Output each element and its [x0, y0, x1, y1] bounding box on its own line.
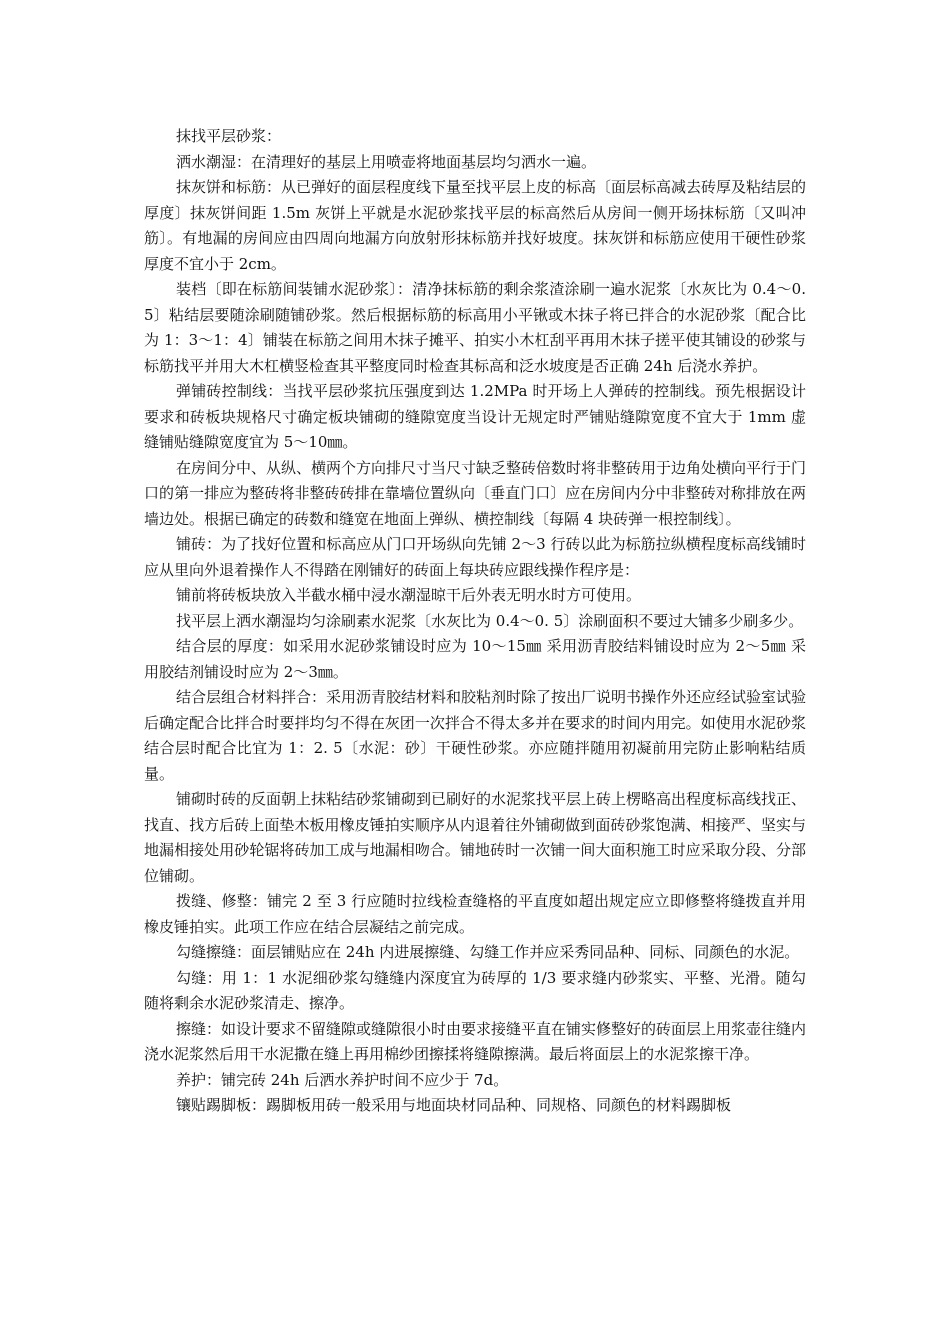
paragraph-pointing: 勾缝：用 1：1 水泥细砂浆勾缝缝内深度宜为砖厚的 1/3 要求缝内砂浆实、平整、光滑。随勾随将剩余水泥砂浆清走、擦净。 [144, 968, 806, 1012]
paragraph-control-lines: 弹铺砖控制线：当找平层砂浆抗压强度到达 1.2MPa 时开场上人弹砖的控制线。预先根据设计要求和砖板块规格尺寸确定板块铺砌的缝隙宽度当设计无规定时严铺贴缝隙宽度不宜大于 1mm 虚缝铺贴缝隙宽度宜为 5～10㎜。 [144, 382, 806, 451]
paragraph-curing: 养护：铺完砖 24h 后洒水养护时间不应少于 7d。 [176, 1070, 509, 1089]
document-body [144, 124, 806, 1119]
paragraph-cement-slurry: 找平层上洒水潮湿均匀涂刷素水泥浆〔水灰比为 0.4～0. 5〕涂刷面积不要过大铺多少刷多少。 [176, 611, 804, 630]
paragraph-joint-adjust: 拨缝、修整：铺完 2 至 3 行应随时拉线检查缝格的平直度如超出规定应立即修整将缝拨直并用橡皮锤拍实。此项工作应在结合层凝结之前完成。 [144, 892, 806, 936]
paragraph-tile-bedding: 铺砌时砖的反面朝上抹粘结砂浆铺砌到已刷好的水泥浆找平层上砖上楞略高出程度标高线找正、找直、找方后砖上面垫木板用橡皮锤拍实顺序从内退着往外铺砌做到面砖砂浆饱满、相接严、坚实与地漏相接处用砂轮锯将砖加工成与地漏相吻合。铺地砖时一次铺一间大面积施工时应采取分段、分部位铺砌。 [144, 790, 807, 885]
paragraph-filling: 装档〔即在标筋间装铺水泥砂浆〕：清净抹标筋的剩余浆渣涂刷一遍水泥浆〔水灰比为 0.4～0. 5〕粘结层要随涂刷随铺砂浆。然后根据标筋的标高用小平锹或木抹子将已拌合的水泥砂浆〔配合比为 1：3～1：4〕铺装在标筋之间用木抹子摊平、拍实小木杠刮平再用木抹子搓平使其铺设的砂浆与标筋找平并用大木杠横竖检查其平整度同时检查其标高和泛水坡度是否正确 24h 后浇水养护。 [144, 280, 806, 375]
paragraph-grouting: 勾缝擦缝：面层铺贴应在 24h 内进展擦缝、勾缝工作并应采秀同品种、同标、同颜色的水泥。 [176, 943, 800, 961]
paragraph-sprinkle-water: 洒水潮湿：在清理好的基层上用喷壶将地面基层均匀洒水一遍。 [176, 152, 597, 171]
paragraph-joint-wiping: 擦缝：如设计要求不留缝隙或缝隙很小时由要求接缝平直在铺实修整好的砖面层上用浆壶往缝内浇水泥浆然后用干水泥撒在缝上再用棉纱团擦揉将缝隙擦满。最后将面层上的水泥浆擦干净。 [144, 1019, 807, 1063]
paragraph-skirting: 镶贴踢脚板：踢脚板用砖一般采用与地面块材同品种、同规格、同颜色的材料踢脚板 [176, 1096, 732, 1114]
paragraph-laying-tiles: 铺砖：为了找好位置和标高应从门口开场纵向先铺 2～3 行砖以此为标筋拉纵横程度标高线铺时应从里向外退着操作人不得踏在刚铺好的砖面上每块砖应跟线操作程序是： [144, 535, 806, 579]
paragraph-mortar-cakes: 抹灰饼和标筋：从已弹好的面层程度线下量至找平层上皮的标高〔面层标高减去砖厚及粘结层的厚度〕抹灰饼间距 1.5m 灰饼上平就是水泥砂浆找平层的标高然后从房间一侧开场抹标筋〔又叫冲筋〕。有地漏的房间应由四周向地漏方向放射形抹标筋并找好坡度。抹灰饼和标筋应使用干硬性砂浆厚度不宜小于 2cm。 [144, 178, 807, 273]
heading-plaster-leveling: 抹找平层砂浆： [176, 127, 282, 145]
paragraph-soak-tiles: 铺前将砖板块放入半截水桶中浸水潮湿晾干后外表无明水时方可使用。 [176, 586, 642, 604]
paragraph-bond-thickness: 结合层的厚度：如采用水泥砂浆铺设时应为 10～15㎜ 采用沥青胶结料铺设时应为 2～5㎜ 采用胶结剂铺设时应为 2～3㎜。 [144, 637, 806, 681]
paragraph-bond-mixing: 结合层组合材料拌合：采用沥青胶结材料和胶粘剂时除了按出厂说明书操作外还应经试验室试验后确定配合比拌合时要拌均匀不得在灰团一次拌合不得太多并在要求的时间内用完。如使用水泥砂浆结合层时配合比宜为 1：2. 5〔水泥：砂〕干硬性砂浆。亦应随拌随用初凝前用完防止影响粘结质量。 [144, 688, 807, 783]
paragraph-room-layout: 在房间分中、从纵、横两个方向排尺寸当尺寸缺乏整砖倍数时将非整砖用于边角处横向平行于门口的第一排应为整砖将非整砖砖排在靠墙位置纵向〔垂直门口〕应在房间内分中非整砖对称排放在两墙边处。根据已确定的砖数和缝宽在地面上弹纵、横控制线〔每隔 4 块砖弹一根控制线〕。 [144, 458, 807, 528]
